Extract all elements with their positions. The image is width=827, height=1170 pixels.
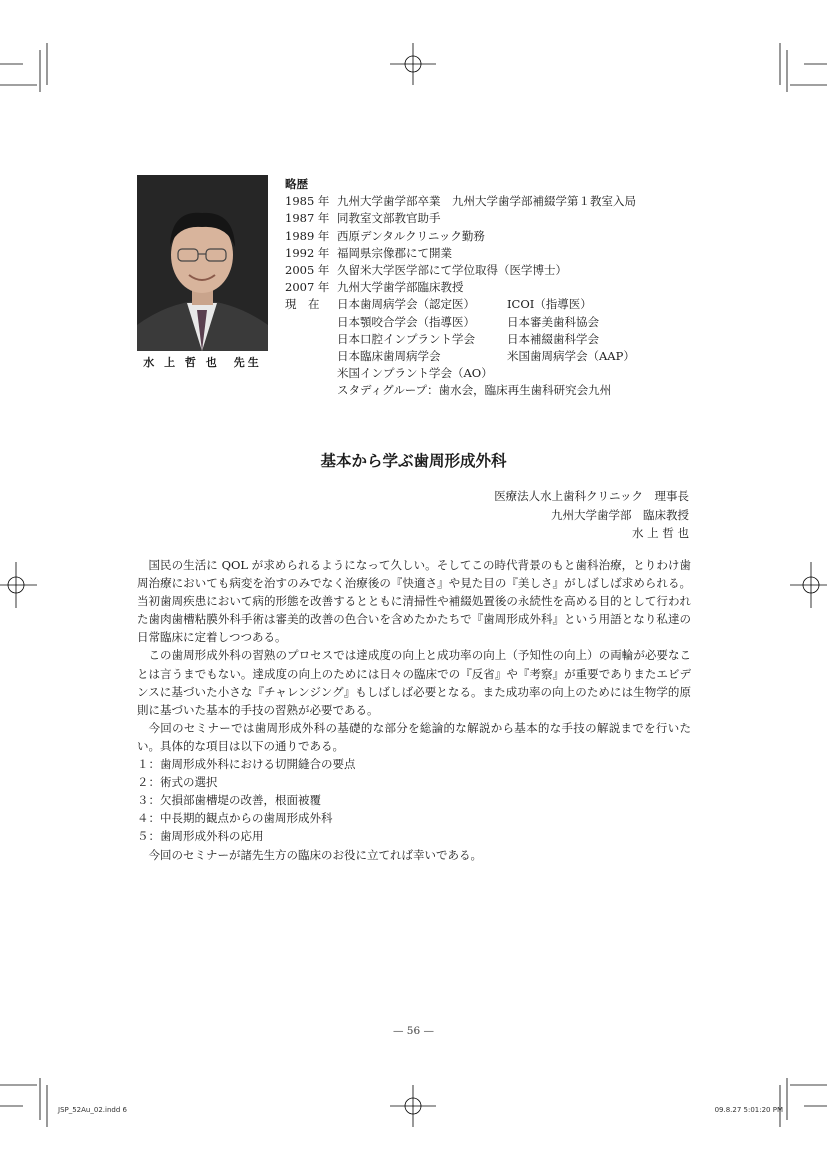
- career-history: [285, 176, 636, 400]
- list-item: ２：術式の選択: [137, 775, 218, 790]
- membership-row: 日本口腔インプラント学会 日本補綴歯科学会: [337, 331, 599, 346]
- membership-row: 現 在 日本歯周病学会（認定医） ICOI（指導医）: [285, 296, 636, 313]
- list-item: ５：歯周形成外科の応用: [137, 829, 264, 844]
- membership-row: 日本顎咬合学会（指導医） 日本審美歯科協会: [337, 314, 599, 329]
- list-item: ４：中長期的観点からの歯周形成外科: [137, 811, 333, 826]
- history-row: 2007 年 九州大学歯学部臨床教授: [285, 280, 464, 295]
- list-item: ３：欠損部歯槽堤の改善，根面被覆: [137, 793, 321, 808]
- membership-row: 日本臨床歯周病学会 米国歯周病学会（AAP）: [337, 349, 635, 364]
- affiliation-line: 九州大学歯学部 臨床教授: [551, 507, 689, 522]
- membership-row: 米国インプラント学会（AO）: [337, 366, 493, 381]
- article-title: 基本から学ぶ歯周形成外科: [320, 452, 507, 470]
- portrait-photo: [137, 175, 268, 351]
- history-row: 1985 年 九州大学歯学部卒業 九州大学歯学部補綴学第１教室入局: [285, 194, 636, 209]
- paragraph: 今回のセミナーでは歯周形成外科の基礎的な部分を総論的な解説から基本的な手技の解説までを行いたい。具体的な項目は以下の通りである。: [137, 720, 691, 753]
- history-row: 1987 年 同教室文部教官助手: [285, 211, 441, 226]
- paragraph: 国民の生活に QOL が求められるようになって久しい。そしてこの時代背景のもと歯科治療，とりわけ歯周治療においても病変を治すのみでなく治療後の『快適さ』や見た目の『美しさ』がしばしば求められる。当初歯周疾患において病的形態を改善するとともに清掃性や補綴処置後の永続性を高める目的として行われた歯肉歯槽粘膜外科手術は審美的改善の色合いを含めたかたちで『歯周形成外科』という用語となり私達の日常臨床に定着しつつある。: [137, 558, 691, 645]
- author-name: 水 上 哲 也: [632, 526, 689, 540]
- career-heading: 略歴: [285, 177, 308, 191]
- current-label: 現 在: [285, 297, 320, 312]
- history-row: 2005 年 久留米大学医学部にて学位取得（医学博士）: [285, 263, 567, 278]
- list-item: １：歯周形成外科における切開縫合の要点: [137, 757, 356, 772]
- page-number: — 56 —: [392, 1025, 435, 1037]
- article-body: [137, 556, 691, 864]
- author-affiliation: [494, 487, 689, 543]
- membership-row: スタディグループ：歯水会，臨床再生歯科研究会九州: [337, 383, 612, 398]
- paragraph: この歯周形成外科の習熟のプロセスでは達成度の向上と成功率の向上（予知性の向上）の両輪が必要なことは言うまでもない。達成度の向上のためには日々の臨床での『反省』や『考察』が重要でありまたエビデンスに基づいた小さな『チャレンジング』もしばしば必要となる。また成功率の向上のためには生物学的原則に基づいた基本的手技の習熟が必要である。: [137, 648, 691, 717]
- history-row: 1989 年 西原デンタルクリニック勤務: [285, 228, 485, 243]
- photo-caption: 水 上 哲 也 先生: [143, 356, 262, 369]
- timestamp-slug: 09.8.27 5:01:20 PM: [714, 1106, 783, 1114]
- history-row: 1992 年 福岡県宗像郡にて開業: [285, 245, 452, 260]
- closing-paragraph: 今回のセミナーが諸先生方の臨床のお役に立てれば幸いである。: [148, 847, 482, 862]
- file-slug: JSP_52Au_02.indd 6: [58, 1106, 127, 1114]
- affiliation-line: 医療法人水上歯科クリニック 理事長: [494, 489, 689, 503]
